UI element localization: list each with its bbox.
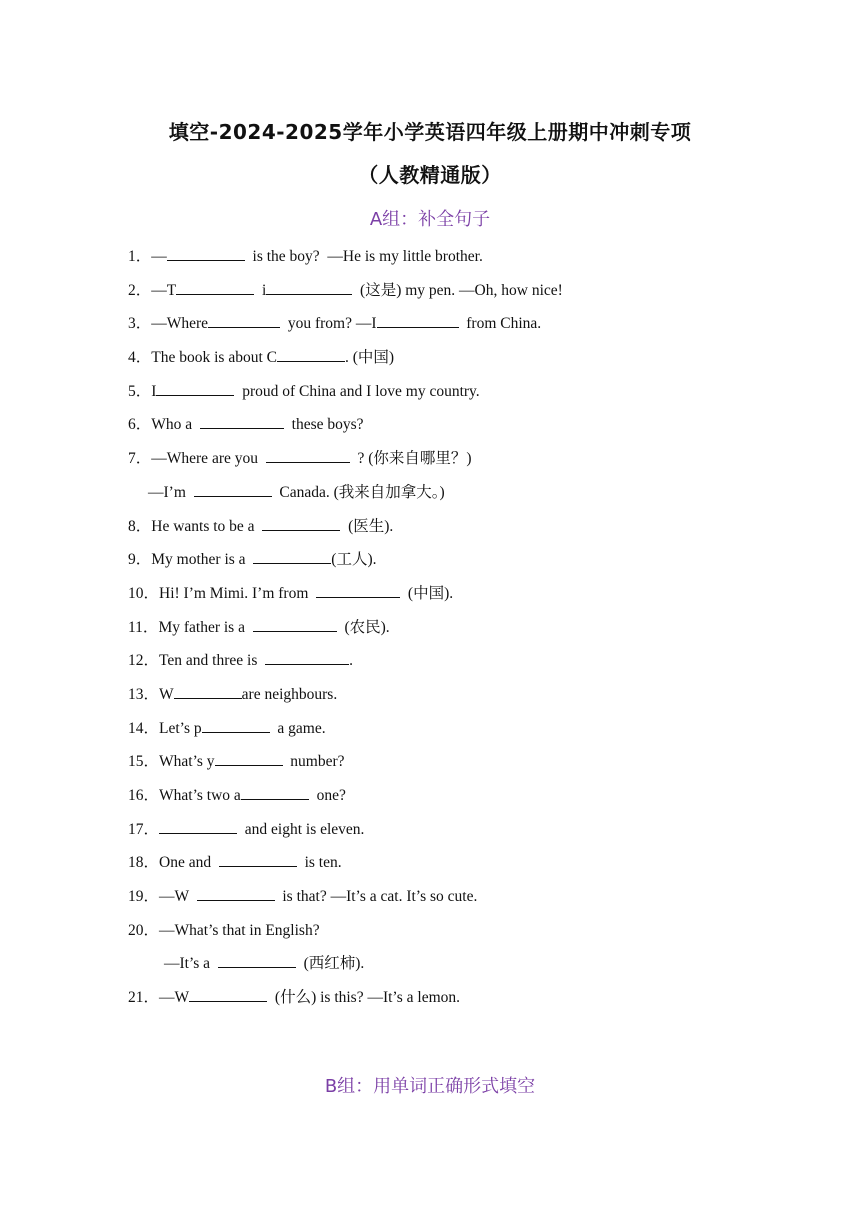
answer-blank[interactable] — [156, 381, 234, 396]
answer-blank[interactable] — [377, 313, 459, 328]
question-text: (农民). — [336, 618, 390, 636]
question-text: ? (你来自哪里？) — [349, 450, 472, 468]
question-number: 20． — [128, 921, 160, 939]
answer-blank[interactable] — [253, 617, 337, 632]
answer-blank[interactable] — [266, 448, 350, 463]
page-title-line1: 填空-2024-2025学年小学英语四年级上册期中冲刺专项 — [168, 120, 692, 144]
question-number: 15． — [128, 753, 160, 771]
question-number: 5． — [128, 382, 152, 400]
answer-blank[interactable] — [200, 414, 284, 429]
question-item — [128, 246, 768, 280]
question-text: (工人). — [331, 551, 377, 569]
question-number: 4． — [128, 349, 152, 367]
question-text: a game. — [269, 719, 326, 737]
question-item — [128, 448, 768, 482]
question-item — [128, 650, 768, 684]
question-item — [128, 549, 768, 583]
question-number: 3． — [128, 315, 152, 333]
question-text: — — [151, 248, 167, 265]
question-number: 21． — [128, 989, 160, 1007]
question-item — [128, 381, 768, 415]
answer-blank[interactable] — [194, 482, 272, 497]
question-item — [128, 617, 768, 651]
question-number: 12． — [128, 652, 160, 670]
question-item — [128, 684, 768, 718]
question-text: —T — [151, 281, 177, 299]
question-number: 19． — [128, 888, 160, 906]
question-text: . (中国) — [344, 349, 395, 367]
question-text: (中国). — [400, 584, 454, 602]
question-text: —It’s a — [164, 955, 218, 973]
question-item — [128, 819, 768, 853]
question-text: One and — [159, 854, 219, 872]
answer-blank[interactable] — [266, 280, 352, 295]
question-text: one? — [308, 787, 346, 804]
question-item — [128, 516, 768, 550]
question-text: . — [349, 652, 353, 670]
question-text: (这是) my pen. —Oh, how nice! — [352, 281, 563, 299]
question-item — [128, 920, 768, 954]
question-item — [128, 785, 768, 819]
question-text: is ten. — [296, 854, 342, 872]
question-item — [128, 718, 768, 752]
question-item — [128, 414, 768, 448]
question-text: these boys? — [283, 416, 364, 434]
question-number: 2． — [128, 281, 152, 299]
question-number: 18． — [128, 854, 160, 872]
question-number: 11． — [128, 618, 159, 636]
question-text: from China. — [458, 315, 542, 333]
question-text: —W — [159, 888, 197, 906]
question-number: 9． — [128, 551, 152, 569]
question-number: 8． — [128, 517, 152, 535]
answer-blank[interactable] — [176, 280, 254, 295]
question-number: 6． — [128, 416, 152, 434]
question-text: you from? —I — [280, 315, 377, 333]
question-item — [128, 852, 768, 886]
answer-blank[interactable] — [262, 516, 340, 531]
question-text: (什么) is this? —It’s a lemon. — [267, 989, 461, 1007]
question-item — [128, 347, 768, 381]
question-text: and eight is eleven. — [237, 820, 365, 838]
answer-blank[interactable] — [197, 886, 275, 901]
question-text: proud of China and I love my country. — [234, 382, 480, 400]
question-text: —Where — [151, 315, 209, 333]
question-item — [128, 583, 768, 617]
question-item — [128, 313, 768, 347]
question-item — [128, 751, 768, 785]
question-text: I — [151, 382, 157, 400]
question-text: (西红柿). — [295, 955, 365, 973]
question-text: Hi! I’m Mimi. I’m from — [159, 584, 317, 602]
answer-blank[interactable] — [218, 953, 296, 968]
answer-blank[interactable] — [253, 549, 331, 564]
question-number: 14． — [128, 719, 160, 737]
question-number: 10． — [128, 584, 160, 602]
question-number: 13． — [128, 685, 160, 703]
answer-blank[interactable] — [219, 852, 297, 867]
question-text: My mother is a — [151, 551, 254, 569]
question-text: Who a — [151, 416, 200, 434]
section-b-heading: B组：用单词正确形式填空 — [324, 1076, 536, 1097]
question-text: Canada. (我来自加拿大。) — [271, 483, 445, 501]
question-item — [128, 987, 768, 1021]
question-text: is the boy? —He is my little brother. — [244, 248, 483, 265]
page-title-line2: （人教精通版） — [358, 163, 502, 187]
question-number: 16． — [128, 787, 160, 804]
question-text: W — [159, 685, 174, 703]
question-text: —Where are you — [151, 450, 266, 468]
question-item — [128, 280, 768, 314]
question-text: What’s y — [159, 753, 215, 771]
question-text: The book is about C — [151, 349, 277, 367]
question-text: are neighbours. — [241, 685, 338, 703]
question-number: 7． — [128, 450, 152, 468]
question-text: Ten and three is — [159, 652, 266, 670]
answer-blank[interactable] — [189, 987, 267, 1002]
question-number: 1． — [128, 248, 152, 265]
question-text: is that? —It’s a cat. It’s so cute. — [274, 888, 478, 906]
question-text: —W — [159, 989, 190, 1007]
answer-blank[interactable] — [241, 785, 309, 800]
answer-blank[interactable] — [174, 684, 242, 699]
answer-blank[interactable] — [265, 650, 349, 665]
question-item — [128, 953, 768, 987]
question-text: —What’s that in English? — [159, 921, 320, 939]
question-text: (医生). — [340, 517, 394, 535]
question-item — [128, 886, 768, 920]
question-text: My father is a — [158, 618, 253, 636]
question-text: —I’m — [148, 483, 194, 501]
answer-blank[interactable] — [316, 583, 400, 598]
section-a-heading: A组：补全句子 — [369, 209, 491, 230]
answer-blank[interactable] — [202, 718, 270, 733]
question-text: number? — [282, 753, 345, 771]
answer-blank[interactable] — [215, 751, 283, 766]
question-list — [128, 246, 768, 1021]
question-text: He wants to be a — [151, 517, 263, 535]
answer-blank[interactable] — [159, 819, 237, 834]
question-item — [128, 482, 768, 516]
question-text: Let’s p — [159, 719, 202, 737]
answer-blank[interactable] — [208, 313, 280, 328]
question-number: 17． — [128, 820, 160, 838]
answer-blank[interactable] — [277, 347, 345, 362]
question-text: What’s two a — [159, 787, 241, 804]
answer-blank[interactable] — [167, 246, 245, 261]
question-text: i — [254, 281, 267, 299]
